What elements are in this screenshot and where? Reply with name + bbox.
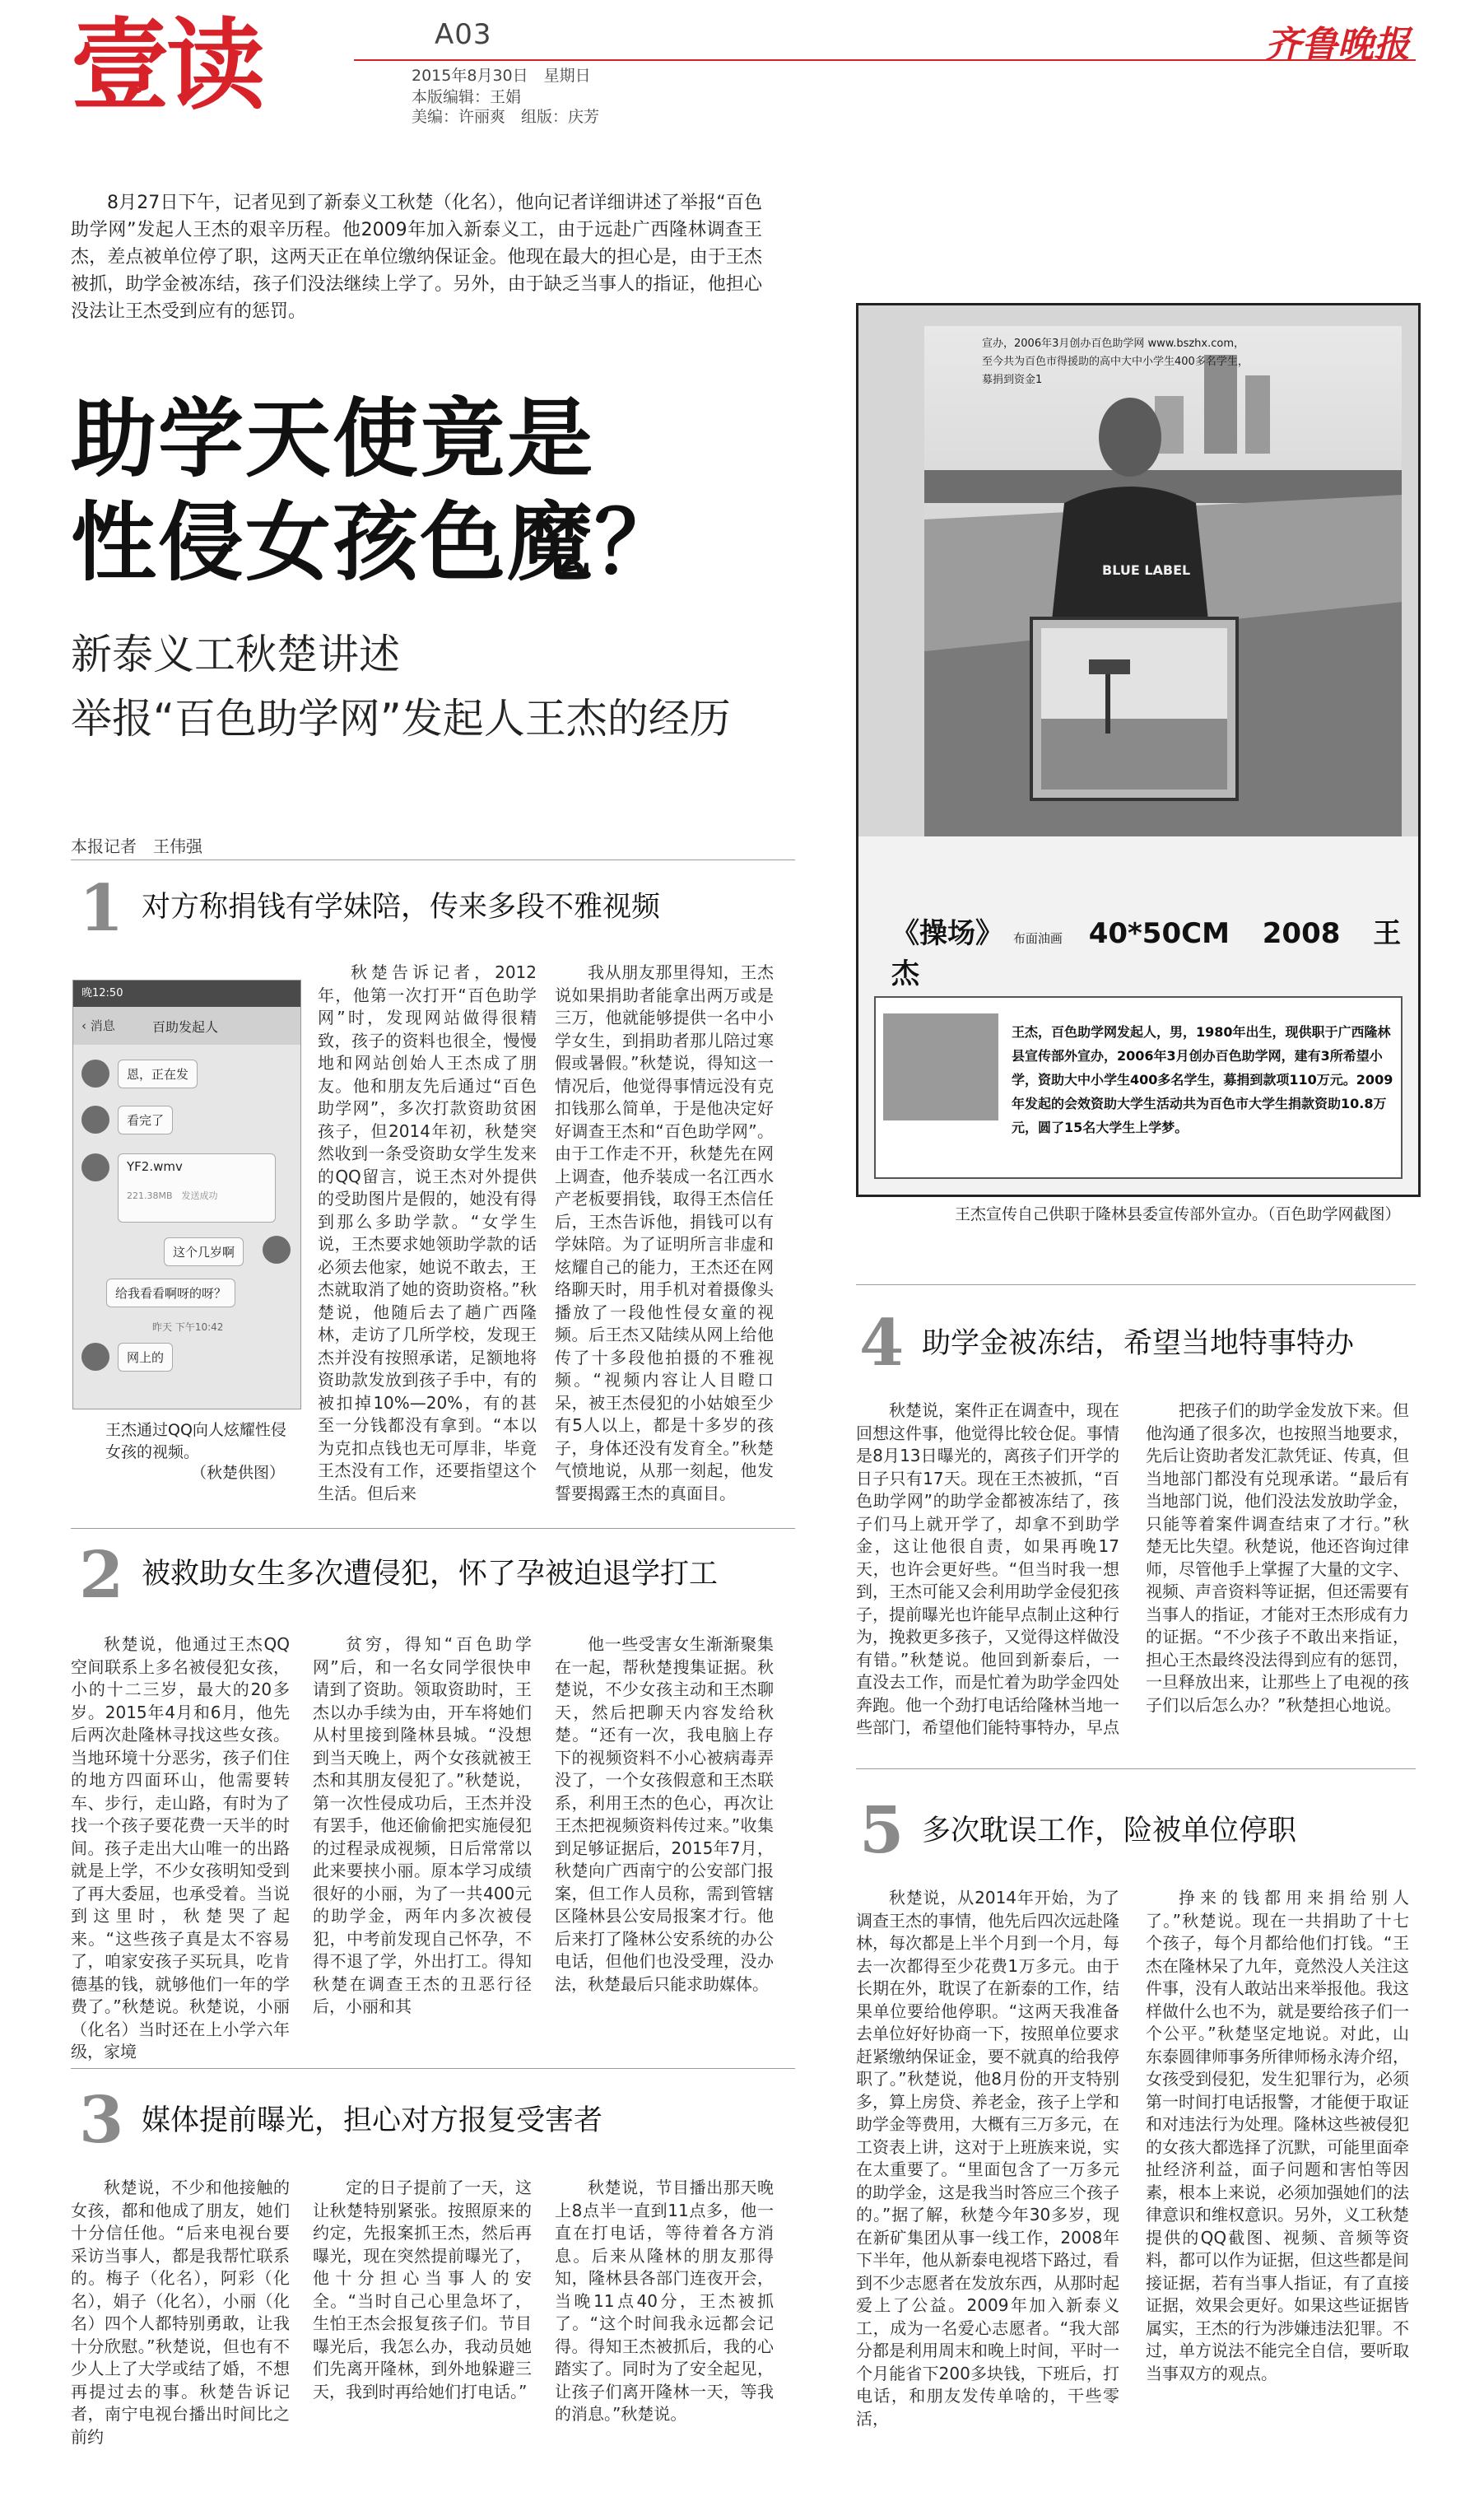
section-4-number: 4	[859, 1306, 905, 1381]
chat-message: 网上的	[118, 1343, 173, 1372]
shirt-print: BLUE LABEL	[1102, 562, 1191, 578]
subheadline	[71, 622, 812, 751]
section-divider	[71, 1528, 795, 1529]
section-1-number: 1	[79, 871, 124, 946]
avatar	[81, 1060, 109, 1088]
section-1-title: 对方称捐钱有学妹陪，传来多段不雅视频	[142, 891, 661, 924]
section-5-column-1: 秋楚说，从2014年开始，为了调查王杰的事情，他先后四次远赴隆林，每次都是上半个月到一个月，每去一次都得至少花费1万多元。由于长期在外，耽误了在新泰的工作，结果单位要给他停职。“这两天我准备去单位好好协商一下，按照单位要求赶紧缴纳保证金，要不就真的给我停职了。”秋楚说，他8月份的开支特别多，算上房贷、养老金，孩子上学和助学金等费用，大概有三万多元，在工资表上讲，这对于上班族来说，实在太重要了。“里面包含了一万多元的助学金，这是我当时答应三个孩子的。”据了解，秋楚今年30多岁，现在新矿集团从事一线工作，2008年下半年，他从新泰电视塔下路过，看到不少志愿者在发放东西，从那时起爱上了公益。2009年加入新泰义工，成为一名爱心志愿者。“我大部分都是利用周末和晚上时间，平时一个月能省下200多块钱，下班后，打电话，和朋友发传单啥的，干些零活，	[856, 1888, 1119, 2429]
section-4-title: 助学金被冻结，希望当地特事特办	[922, 1327, 1355, 1360]
avatar	[263, 1236, 291, 1264]
section-4-column-1: 秋楚说，案件正在调查中，现在回想这件事，他觉得比较仓促。事情是8月13日曝光的，离孩子们开学的日子只有17天。现在王杰被抓，“百色助学网”的助学金都被冻结了，孩子们马上就开学了，却拿不到助学金，这让他很自责，如果再晚17天，也许会更好些。“但当时我一想到，王杰可能又会利用助学金侵犯孩子，提前曝光也许能早点制止这种行为，挽救更多孩子，又觉得这样做没有错。”秋楚说。他回到新泰后，一直没去工作，而是忙着为助学金四处奔跑。他一个劲打电话给隆林当地一些部门，希望他们能特事特办，早点	[856, 1400, 1119, 1737]
lead-paragraph: 8月27日下午，记者见到了新泰义工秋楚（化名），他向记者详细讲述了举报“百色助学网”发起人王杰的艰辛历程。他2009年加入新泰义工，由于远赴广西隆林调查王杰，差点被单位停了职，这两天正在单位缴纳保证金。他现在最大的担心是，由于王杰被抓，助学金被冻结，孩子们没法继续上学了。另外，由于缺乏当事人的指证，他担心没法让王杰受到应有的惩罚。	[71, 193, 762, 322]
poster-upper-text: 宣办，2006年3月创办百色助学网 www.bszhx.com，至今共为百色市得援助的高中大中小学生400多名学生，募捐到资金1	[982, 338, 1249, 386]
section-2-number: 2	[79, 1538, 124, 1613]
avatar	[81, 1153, 109, 1181]
chat-message: 看完了	[118, 1106, 173, 1134]
subheadline-line-1: 新泰义工秋楚讲述	[71, 631, 400, 678]
chevron-left-icon: ‹	[81, 1018, 86, 1033]
chat-message: 恩，正在发	[118, 1060, 198, 1088]
painting-size: 40*50CM	[1088, 917, 1230, 950]
section-1-column-2: 我从朋友那里得知，王杰说如果捐助者能拿出两万或是三万，他就能够提供一名中小学女生，到捐助者那儿陪过寒假或暑假。”秋楚说，得知这一情况后，他觉得事情远没有克扣钱那么简单，于是他决定好好调查王杰和“百色助学网”。由于工作走不开，秋楚先在网上调查，他乔装成一名江西水产老板要捐钱，取得王杰信任后，王杰告诉他，捐钱可以有学妹陪。为了证明所言非虚和炫耀自己的能力，王杰还在网络聊天时，用手机对着摄像头播放了一段他性侵女童的视频。后王杰又陆续从网上给他传了十多段他拍摄的不雅视频。“视频内容让人目瞪口呆，被王杰侵犯的小姑娘至少有5人以上，都是十多岁的孩子，身体还没有发育全。”秋楚气愤地说，从那一刻起，他发誓要揭露王杰的真面目。	[555, 962, 774, 1503]
headline-line-1: 助学天使竟是	[71, 389, 595, 489]
painting-medium: 布面油画	[1012, 931, 1063, 946]
section-2-column-2: 贫穷，得知“百色助学网”后，和一名女同学很快申请到了资助。领取资助时，王杰以办手续为由，开车将她们从村里接到隆林县城。“没想到当天晚上，两个女孩就被王杰和其朋友侵犯了。”秋楚说，第一次性侵成功后，王杰并没有罢手，他还偷偷把实施侵犯的过程录成视频，日后常常以此来要挟小丽。原本学习成绩很好的小丽，为了一共400元的助学金，两年内多次被侵犯，中考前发现自己怀孕，不得不退了学，外出打工。得知秋楚在调查王杰的丑恶行径后，小丽和其	[313, 1634, 532, 2016]
editor-credit: 本版编辑：王娟	[412, 88, 522, 106]
chat-timestamp: 昨天 下午10:42	[152, 1321, 224, 1333]
back-link: ‹ 消息	[81, 1018, 115, 1033]
headline-line-2: 性侵女孩色魔？	[71, 492, 682, 593]
poster-lower-text: 王杰，百色助学网发起人，男，1980年出生，现供职于广西隆林县宣传部外宣办，2006年3月创办百色助学网，建有3所希望小学，资助大中小学生400多名学生，募捐到款项110万元。2009年发起的会效资助大学生活动共为百色市大学生捐款资助10.8万元，圆了15名大学生上学梦。	[1012, 1024, 1393, 1135]
section-brand: 壹读	[71, 9, 262, 123]
section-divider	[856, 1284, 1416, 1285]
section-3-column-3: 秋楚说，节目播出那天晚上8点半一直到11点多，他一直在打电话，等待着各方消息。后来从隆林的朋友那得知，隆林县各部门连夜开会，当晚11点40分，王杰被抓了。“这个时间我永远都会记得。得知王杰被抓后，我的心踏实了。同时为了安全起见，让孩子们离开隆林一天，等我的消息。”秋楚说。	[555, 2178, 774, 2424]
video-file-message	[118, 1153, 276, 1223]
headline	[71, 387, 812, 594]
chat-nav-bar	[73, 1007, 300, 1045]
newspaper-masthead: 齐鲁晚报	[1265, 24, 1410, 66]
subheadline-line-2: 举报“百色助学网”发起人王杰的经历	[71, 695, 731, 743]
section-3-number: 3	[79, 2083, 124, 2158]
phone-status-bar	[73, 981, 300, 1007]
design-credit: 美编：许丽爽 组版：庆芳	[412, 108, 600, 126]
avatar	[81, 1343, 109, 1371]
chat-message: 这个几岁啊	[164, 1237, 244, 1266]
qq-chat-screenshot	[72, 980, 301, 1409]
chat-title: 百助发起人	[152, 1019, 219, 1035]
section-divider	[856, 1768, 1416, 1769]
section-5-column-2: 挣来的钱都用来捐给别人了。”秋楚说。现在一共捐助了十七个孩子，每个月都给他们打钱。“王杰在隆林呆了九年，竟然没人关注这件事，没有人敢站出来举报他。我这样做什么也不为，就是要给孩子们一个公平。”秋楚坚定地说。对此，山东泰圆律师事务所律师杨永涛介绍，女孩受到侵犯，发生犯罪行为，必须第一时间打电话报警，才能便于取证和对违法行为处理。隆林这些被侵犯的女孩大都选择了沉默，可能里面牵扯经济利益，面子问题和害怕等因素，根本上来说，必须加强她们的法律意识和维权意识。另外，义工秋楚提供的QQ截图、视频、音频等资料，都可以作为证据，但这些都是间接证据，若有当事人指证，有了直接证据，效果会更好。如果这些证据皆属实，王杰的行为涉嫌违法犯罪。不过，单方说法不能完全自信，要听取当事双方的观点。	[1146, 1888, 1409, 2383]
page-number: A03	[435, 18, 492, 51]
painting-title: 《操场》	[891, 917, 1003, 950]
section-4-column-2: 把孩子们的助学金发放下来。但他沟通了很多次，也按照当地要求，先后让资助者发汇款凭证、传真，但当地部门都没有兑现承诺。“最后有当地部门说，他们没法发放助学金，只能等着案件调查结束了才行。”秋楚无比失望。秋楚说，他还咨询过律师，尽管他手上掌握了大量的文字、视频、声音资料等证据，但还需要有当事人的指证，才能对王杰形成有力的证据。“不少孩子不敢出来指证，担心王杰最终没法得到应有的惩罚，一旦释放出来，让那些上了电视的孩子们以后怎么办？”秋楚担心地说。	[1146, 1400, 1409, 1715]
byline: 本报记者 王伟强	[71, 836, 202, 856]
chat-message: 给我看看啊呀的呀？	[106, 1279, 235, 1307]
section-2-column-3: 他一些受害女生渐渐聚集在一起，帮秋楚搜集证据。秋楚说，不少女孩主动和王杰聊天，然后把聊天内容发给秋楚。“还有一次，我电脑上存下的视频资料不小心被病毒弄没了，一个女孩假意和王杰联系，利用王杰的色心，再次让王杰把视频资料传过来。”收集到足够证据后，2015年7月，秋楚向广西南宁的公安部门报案，但工作人员称，需到管辖区隆林县公安局报案才行。他后来打了隆林公安系统的办公电话，但他们也没受理，没办法，秋楚最后只能求助媒体。	[555, 1634, 774, 1994]
section-3-column-2: 定的日子提前了一天，这让秋楚特别紧张。按照原来的约定，先报案抓王杰，然后再曝光，现在突然提前曝光了，他十分担心当事人的安全。“当时自己心里急坏了，生怕王杰会报复孩子们。节目曝光后，我怎么办，我动员她们先离开隆林，到外地躲避三天，我到时再给她们打电话。”	[313, 2178, 532, 2402]
section-5-number: 5	[859, 1793, 905, 1868]
section-3-title: 媒体提前曝光，担心对方报复受害者	[142, 2104, 603, 2137]
wang-jie-photo	[856, 303, 1421, 1197]
section-2-column-1: 秋楚说，他通过王杰QQ空间联系上多名被侵犯女孩，小的十二三岁，最大的20多岁。2015年4月和6月，他先后两次赴隆林寻找这些女孩。当地环境十分恶劣，孩子们住的地方四面环山，他需要转车、步行，走山路，有时为了找一个孩子要花费一天半的时间。孩子走出大山唯一的出路就是上学，不少女孩明知受到了再大委屈，也承受着。当说到这里时，秋楚哭了起来。“这些孩子真是太不容易了，咱家安孩子买玩具，吃肯德基的钱，就够他们一年的学费了。”秋楚说。秋楚说，小丽（化名）当时还在上小学六年级，家境	[71, 1634, 290, 2061]
file-size: 221.38MB 发送成功	[127, 1190, 218, 1201]
photo-caption: 王杰宣传自己供职于隆林县委宣传部外宣办。（百色助学网截图）	[955, 1205, 1401, 1223]
section-5-title: 多次耽误工作，险被单位停职	[922, 1815, 1297, 1847]
avatar	[81, 1106, 109, 1134]
phone-credit: （秋楚供图）	[191, 1464, 286, 1482]
file-name: YF2.wmv	[127, 1159, 183, 1174]
painting-artist: 王杰	[891, 917, 1402, 990]
phone-time: 晚12:50	[81, 987, 123, 999]
issue-date: 2015年8月30日 星期日	[412, 67, 591, 85]
section-divider	[71, 2068, 795, 2069]
phone-caption: 王杰通过QQ向人炫耀性侵女孩的视频。	[105, 1421, 286, 1461]
painting-year: 2008	[1262, 917, 1341, 950]
painting-label	[891, 911, 1402, 990]
section-1-column-1: 秋楚告诉记者，2012年，他第一次打开“百色助学网”时，发现网站做得很精致，孩子的资料也很全，慢慢地和网站创始人王杰成了朋友。他和朋友先后通过“百色助学网”，多次打款资助贫困孩子，但2014年初，秋楚突然收到一条受资助女学生发来的QQ留言，说王杰对外提供的受助图片是假的，她没有得到那么多助学款。“女学生说，王杰要求她领助学款的话必须去他家，她说不敢去，王杰就取消了她的资助资格。”秋楚说，他随后去了趟广西隆林，走访了几所学校，发现王杰并没有按照承诺，足额地将资助款发放到孩子手中，有的被扣掉10%—20%，有的甚至一分钱都没有拿到。“本以为克扣点钱也无可厚非，毕竟王杰没有工作，还要指望这个生活。但后来	[318, 962, 537, 1503]
header-rule	[354, 59, 1416, 61]
section-2-title: 被救助女生多次遭侵犯，怀了孕被迫退学打工	[142, 1558, 719, 1591]
section-3-column-1: 秋楚说，不少和他接触的女孩，都和他成了朋友，她们十分信任他。“后来电视台要采访当事人，都是我帮忙联系的。梅子（化名），阿彩（化名），娟子（化名），小丽（化名）四个人都特别勇敢，让我十分欣慰。”秋楚说，但也有不少人上了大学或结了婚，不想再提过去的事。秋楚告诉记者，南宁电视台播出时间比之前约	[71, 2178, 290, 2447]
